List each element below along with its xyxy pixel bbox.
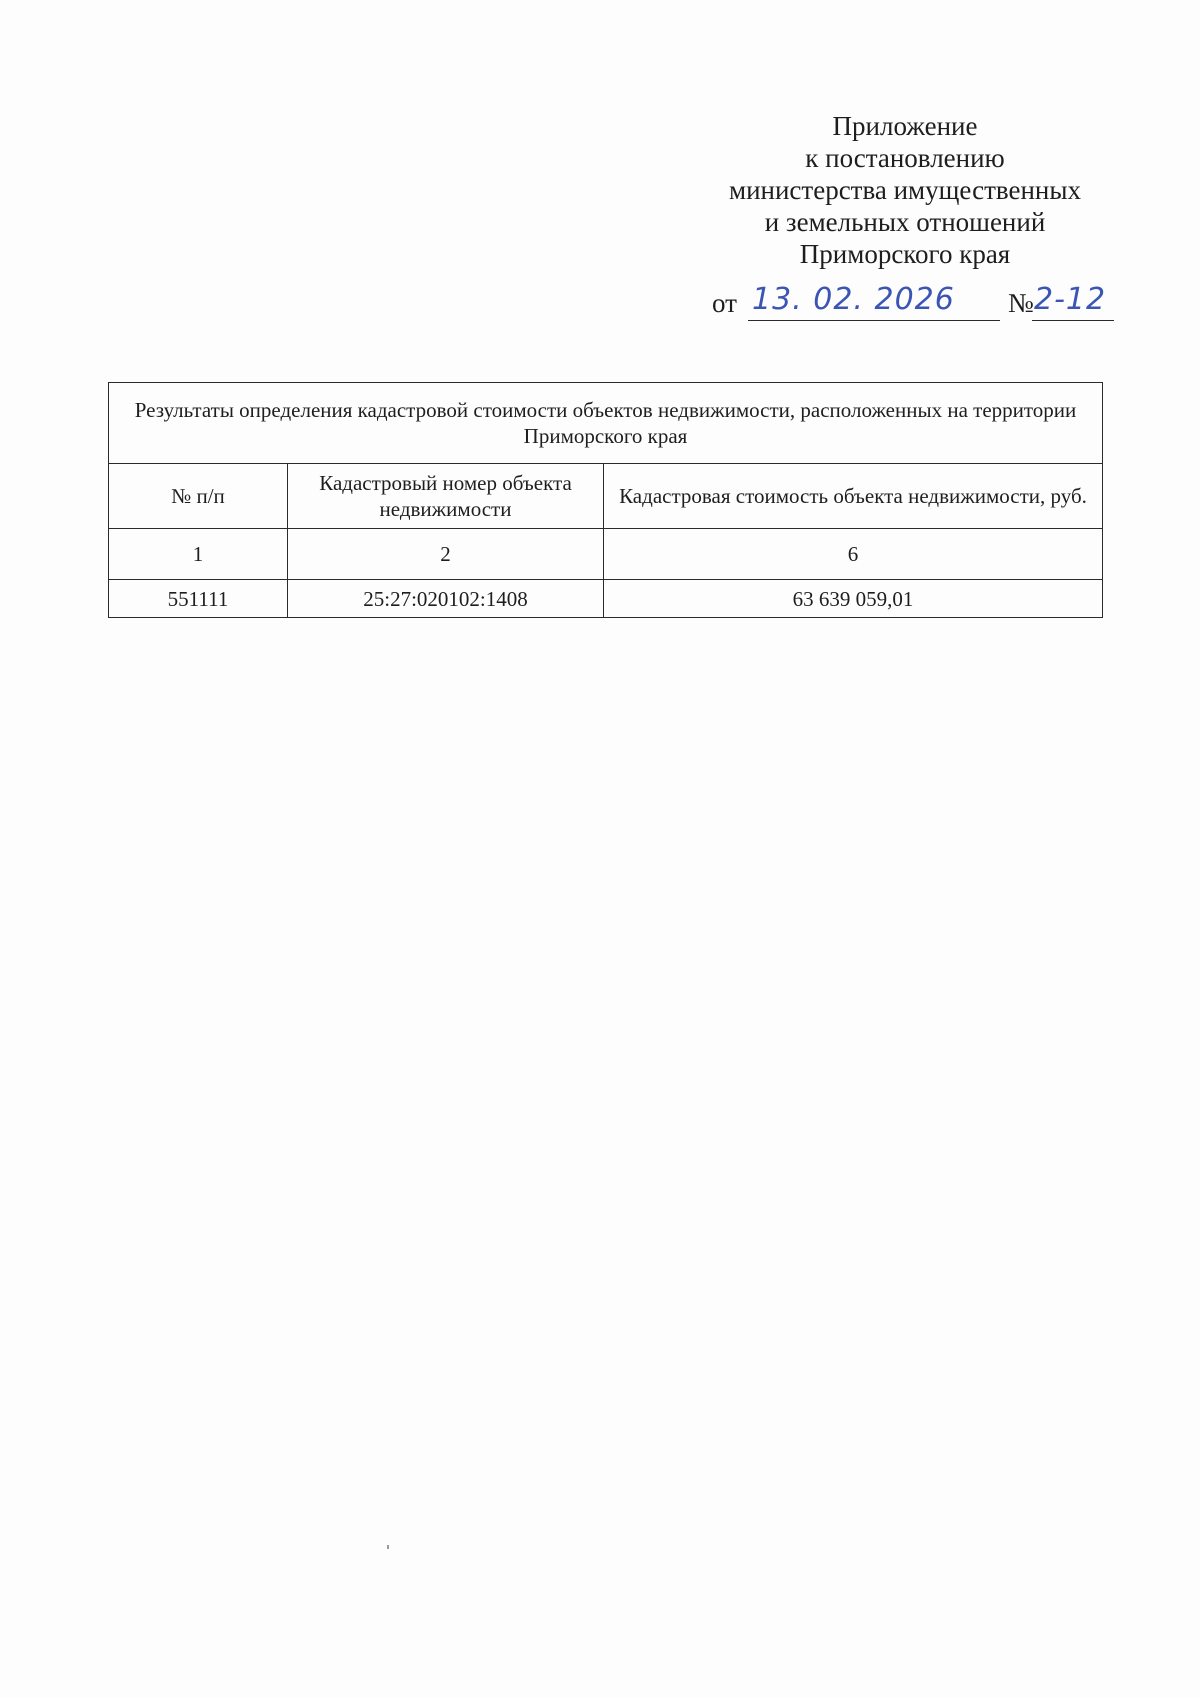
appendix-header [700, 110, 1110, 270]
header-cadastral-number: Кадастровый номер объекта недвижимости [288, 464, 604, 529]
appendix-line-3: министерства имущественных [729, 175, 1081, 205]
header-cadastral-value: Кадастровая стоимость объекта недвижимости, руб. [604, 464, 1103, 529]
appendix-line-5: Приморского края [799, 239, 1011, 269]
number-label: № [1008, 288, 1034, 318]
table-header-row [109, 464, 1103, 529]
table-caption: Результаты определения кадастровой стоимости объектов недвижимости, расположенных на территории Приморского края [109, 383, 1103, 464]
handwritten-number: 2-12 [1034, 282, 1107, 317]
scan-speck [387, 1545, 389, 1549]
table-caption-row [109, 383, 1103, 464]
appendix-line-4: и земельных отношений [764, 207, 1046, 237]
appendix-title: Приложение [832, 111, 978, 141]
from-label: от [712, 288, 737, 318]
table-row [109, 580, 1103, 618]
row-cadastral-value: 63 639 059,01 [604, 580, 1103, 618]
column-number-2: 2 [288, 529, 604, 580]
handwritten-date: 13. 02. 2026 [752, 282, 955, 317]
column-number-3: 6 [604, 529, 1103, 580]
column-numbers-row [109, 529, 1103, 580]
appendix-line-2: к постановлению [805, 143, 1005, 173]
column-number-1: 1 [109, 529, 288, 580]
cadastral-results-table [108, 382, 1103, 618]
header-index: № п/п [109, 464, 288, 529]
row-index: 551111 [109, 580, 288, 618]
row-cadastral-number: 25:27:020102:1408 [288, 580, 604, 618]
